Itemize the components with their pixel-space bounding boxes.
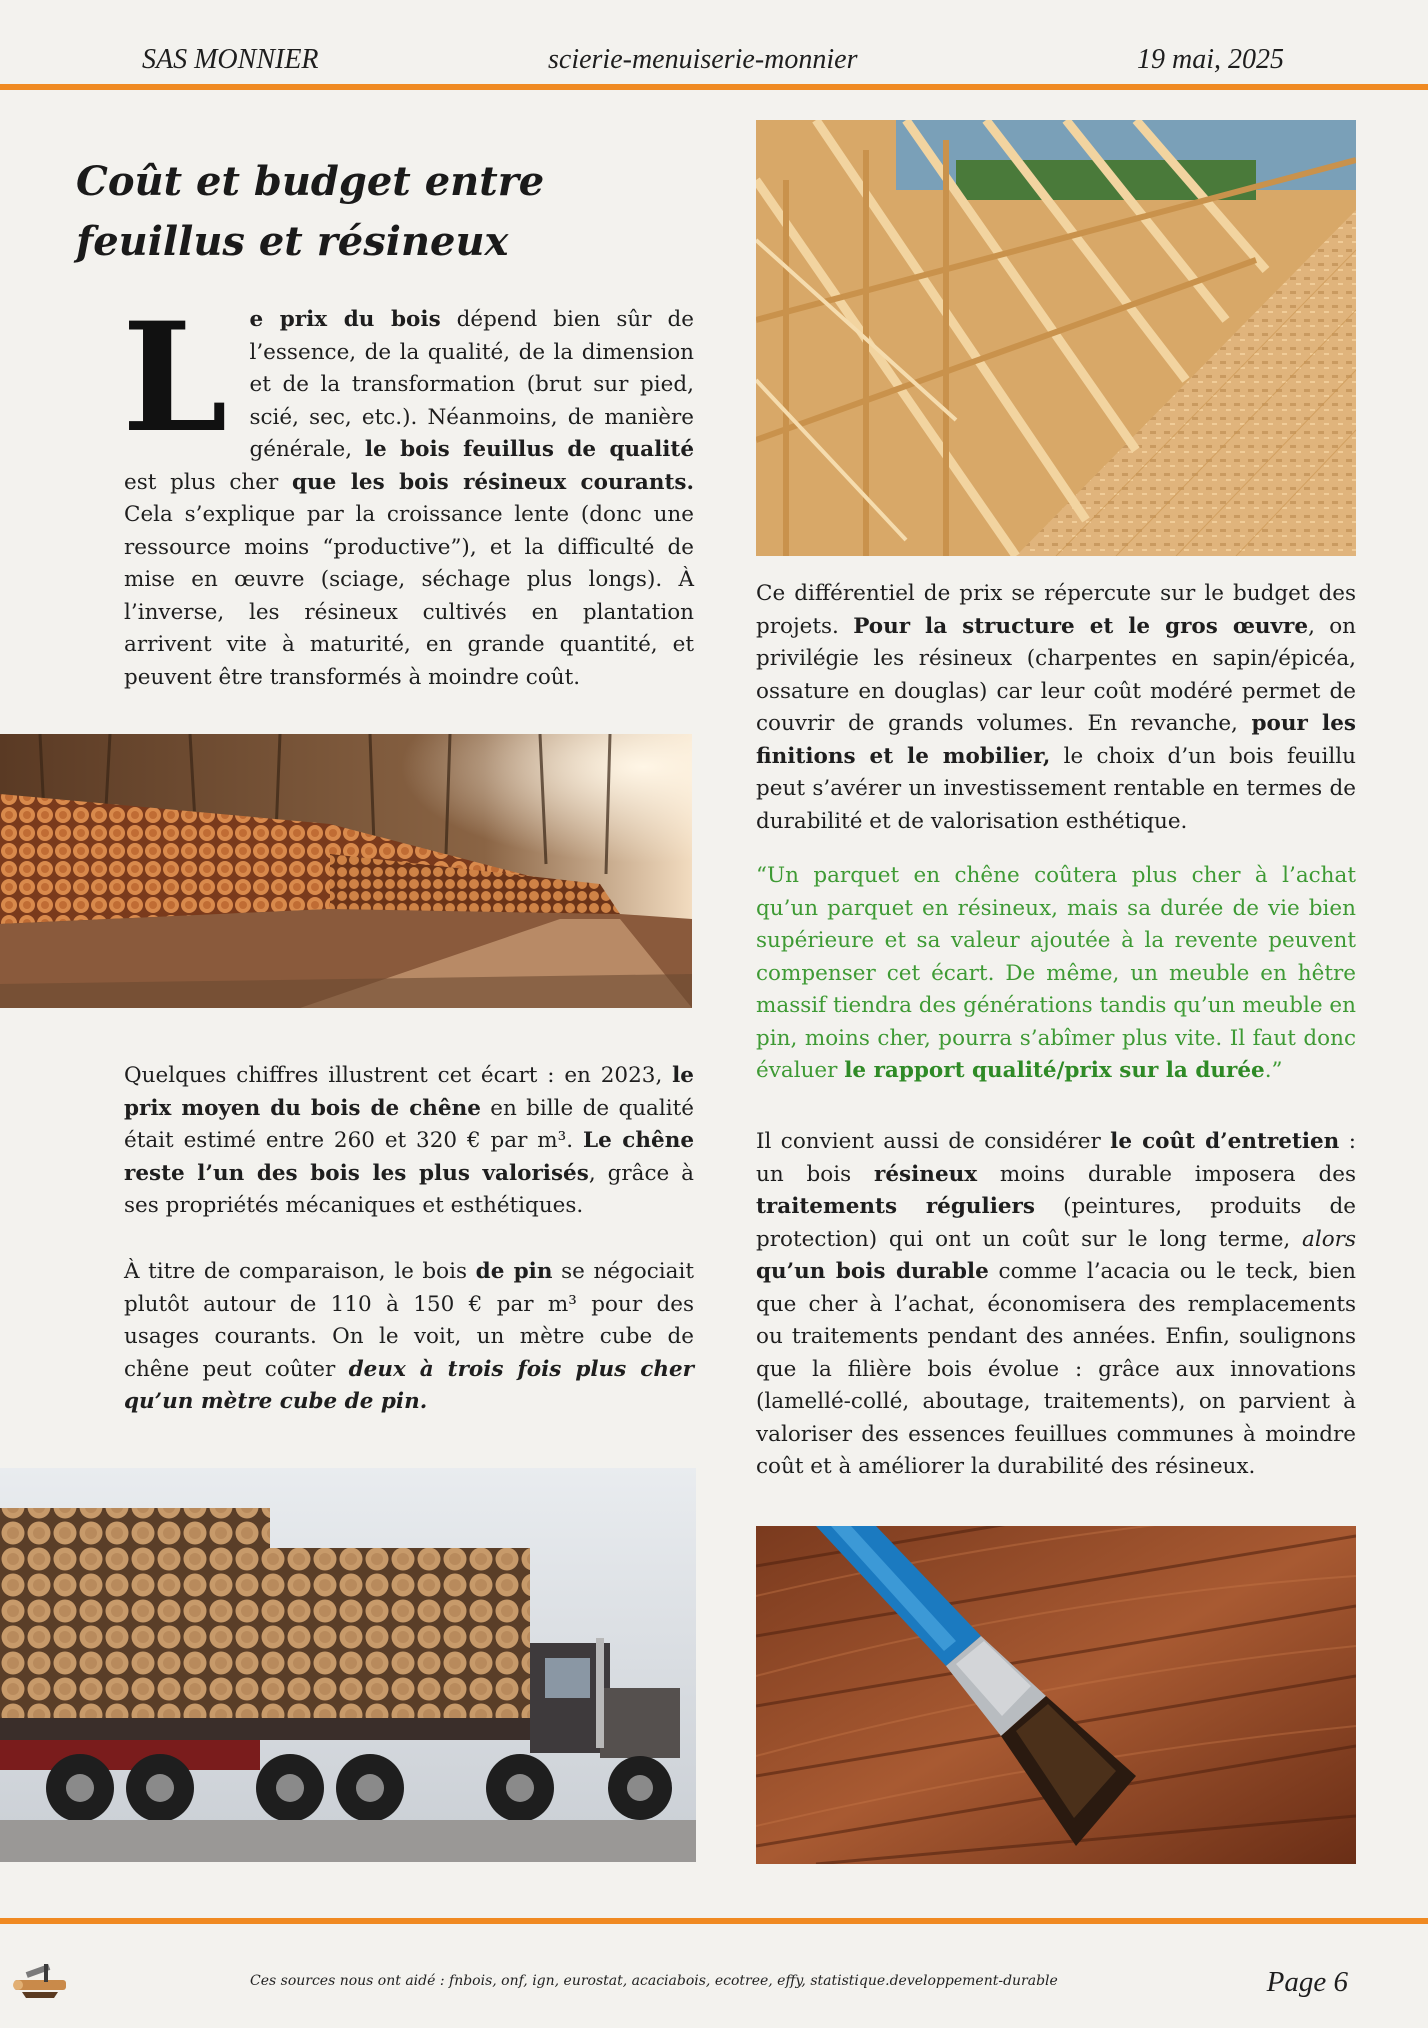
text-bold: résineux <box>874 1161 978 1187</box>
text: Cela s’explique par la croissance lente (donc une ressource moins “productive”), et la difficulté de mise en œuvre (sciage, séchage plus longs). À l’inverse, les résineux cultivés en plantation arrivent vite à maturité, en grande quantité, et peuvent être transformés à moindre coût. <box>124 502 694 690</box>
oak-price-paragraph <box>124 1060 694 1223</box>
text-bold: le bois feuillus de qualité <box>364 437 695 462</box>
text-bold: Pour la structure et le gros œuvre <box>853 613 1309 639</box>
header-date: 19 mai, 2025 <box>1137 44 1284 75</box>
pine-price-paragraph <box>124 1256 694 1419</box>
header-rule <box>0 84 1428 90</box>
text-bold: Le chêne reste l’un des bois les plus valorisés <box>124 1128 694 1186</box>
drop-cap: L <box>122 290 228 466</box>
text: le choix d’un bois feuillu peut s’avérer un investissement rentable en termes de durabilité et de valorisation esthétique. <box>756 743 1356 834</box>
text-bold: e prix du bois <box>249 307 441 332</box>
text-italic: alors <box>1302 1226 1356 1252</box>
text-bold: que les bois résineux courants. <box>292 469 694 495</box>
page-number: Page 6 <box>1266 1966 1348 1998</box>
maintenance-paragraph <box>756 1126 1356 1484</box>
quote-text: .” <box>1264 1058 1283 1083</box>
log-piles-illustration <box>0 734 692 1008</box>
footer-sources: Ces sources nous ont aidé : fnbois, onf, ign, eurostat, acaciabois, ecotree, effy, statistique.developpement-durable <box>250 1973 1058 1989</box>
header-company: SAS MONNIER <box>142 44 319 75</box>
log-piles-photo <box>0 734 692 1008</box>
wood-stain-brush-illustration <box>756 1526 1356 1864</box>
header-site: scierie-menuiserie-monnier <box>548 44 858 75</box>
logging-truck-photo <box>0 1468 696 1862</box>
text: est plus cher <box>124 469 293 495</box>
wood-stain-brush-photo <box>756 1526 1356 1864</box>
text: , grâce à ses propriétés mécaniques et esthétiques. <box>124 1160 694 1218</box>
roof-trusses-illustration <box>756 120 1356 556</box>
parquet-quote <box>756 860 1356 1088</box>
text: , on privilégie les résineux (charpentes en sapin/épicéa, ossature en douglas) car leur coût modéré permet de couvrir de grands volumes. En revanche, <box>756 613 1356 736</box>
text: À titre de comparaison, le bois <box>124 1259 476 1284</box>
quote-text: “Un parquet en chêne coûtera plus cher à l’achat qu’un parquet en résineux, mais sa durée de vie bien supérieure et sa valeur ajoutée à la revente peuvent compenser cet écart. De même, un meuble en hêtre massif tiendra des générations tandis qu’un meuble en pin, moins cher, pourra s’abîmer plus vite. Il faut donc évaluer <box>756 863 1356 1083</box>
roof-trusses-photo <box>756 120 1356 556</box>
logging-truck-illustration <box>0 1468 696 1862</box>
article-title: Coût et budget entre feuillus et résineux <box>76 158 545 265</box>
quote-text-bold: le rapport qualité/prix sur la durée <box>844 1058 1265 1083</box>
intro-paragraph <box>122 290 695 694</box>
sawmill-logo-icon <box>8 1958 72 2006</box>
text: moins durable imposera des <box>977 1161 1356 1187</box>
text: : un bois <box>756 1129 1356 1187</box>
budget-paragraph <box>756 578 1356 838</box>
text-bold: qu’un bois durable <box>756 1259 989 1284</box>
sawmill-logo <box>8 1958 72 2006</box>
text-bold-italic: deux à trois fois plus cher qu’un mètre cube de pin. <box>124 1356 694 1414</box>
text-bold: de pin <box>475 1259 553 1284</box>
text-bold: traitements réguliers <box>756 1194 1035 1219</box>
text-bold: le prix moyen du bois de chêne <box>124 1063 694 1121</box>
text: (peintures, produits de protection) qui ont un coût sur le long terme, <box>756 1194 1356 1252</box>
text: en bille de qualité était estimé entre 260 et 320 € par m³. <box>124 1095 694 1153</box>
text: se négociait plutôt autour de 110 à 150 € par m³ pour des usages courants. On le voit, un mètre cube de chêne peut coûter <box>124 1259 694 1382</box>
text-bold: pour les finitions et le mobilier, <box>756 711 1356 769</box>
text: comme l’acacia ou le teck, bien que cher à l’achat, économisera des remplacements ou traitements pendant des années. Enfin, soulignons que la filière bois évolue : grâce aux innovations (lamellé-collé, aboutage, traitements), on parvient à valoriser des essences feuillues communes à moindre coût et à améliorer la durabilité des résineux. <box>756 1259 1356 1479</box>
footer-rule <box>0 1918 1428 1924</box>
text: dépend bien sûr de l’essence, de la qualité, de la dimension et de la transformation (brut sur pied, scié, sec, etc.). Néanmoins, de manière générale, <box>249 307 694 462</box>
text: Il convient aussi de considérer <box>756 1129 1111 1154</box>
text: Ce différentiel de prix se répercute sur le budget des projets. <box>756 581 1356 639</box>
text: Quelques chiffres illustrent cet écart : en 2023, <box>124 1063 673 1088</box>
text-bold: le coût d’entretien <box>1110 1129 1340 1154</box>
